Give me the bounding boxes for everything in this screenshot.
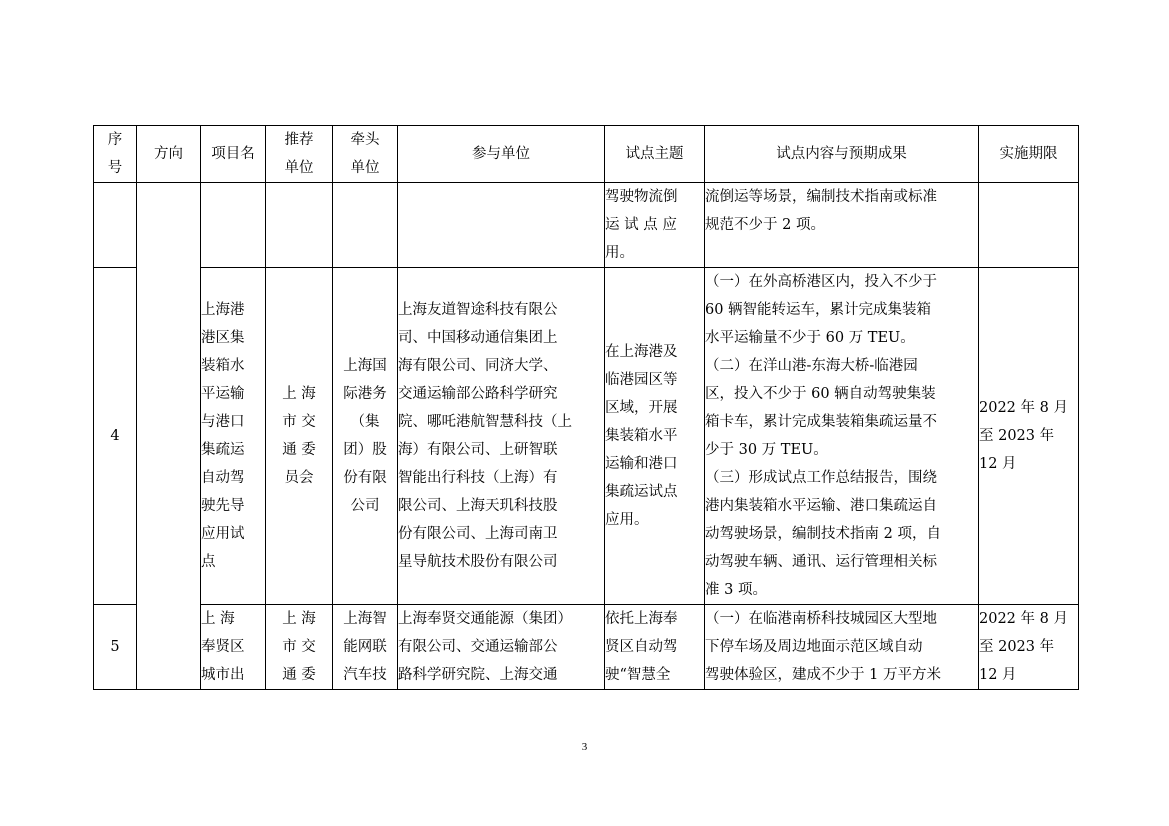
row-cont-period — [979, 183, 1079, 268]
row-cont-content: 流倒运等场景，编制技术指南或标准 规范不少于 2 项。 — [705, 183, 979, 268]
row-cont-no — [94, 183, 137, 268]
row4-lead: 上海国 际港务 （集 团）股 份有限 公司 — [333, 268, 398, 605]
table-row — [94, 268, 1079, 605]
row-cont-participants — [398, 183, 605, 268]
row5-no: 5 — [94, 605, 137, 690]
header-recommender: 推荐 单位 — [266, 126, 333, 183]
header-no: 序 号 — [94, 126, 137, 183]
header-participants: 参与单位 — [398, 126, 605, 183]
row-cont-lead — [333, 183, 398, 268]
row4-period: 2022 年 8 月 至 2023 年 12 月 — [979, 268, 1079, 605]
row4-participants: 上海友道智途科技有限公 司、中国移动通信集团上 海有限公司、同济大学、 交通运输部公路科学研究 院、哪吒港航智慧科技（上 海）有限公司、上研智联 智能出行科技（上海）有 限公司、上海天玑科技股 份有限公司、上海司南卫 星导航技术股份有限公司 — [398, 268, 605, 605]
row5-period: 2022 年 8 月 至 2023 年 12 月 — [979, 605, 1079, 690]
table-row — [94, 183, 1079, 268]
row4-recommender: 上 海 市 交 通 委 员会 — [266, 268, 333, 605]
row4-project: 上海港 港区集 装箱水 平运输 与港口 集疏运 自动驾 驶先导 应用试 点 — [201, 268, 266, 605]
header-project: 项目名 — [201, 126, 266, 183]
page-number: 3 — [581, 741, 588, 753]
row-cont-theme: 驾驶物流倒 运 试 点 应 用。 — [605, 183, 705, 268]
direction-cell — [137, 183, 201, 690]
row5-content: （一）在临港南桥科技城园区大型地 下停车场及周边地面示范区域自动 驾驶体验区，建成不少于 1 万平方米 — [705, 605, 979, 690]
header-content: 试点内容与预期成果 — [705, 126, 979, 183]
header-direction: 方向 — [137, 126, 201, 183]
row5-participants: 上海奉贤交通能源（集团） 有限公司、交通运输部公 路科学研究院、上海交通 — [398, 605, 605, 690]
table-row — [94, 605, 1079, 690]
header-row — [94, 126, 1079, 183]
row5-project: 上 海 奉贤区 城市出 — [201, 605, 266, 690]
row4-content: （一）在外高桥港区内，投入不少于 60 辆智能转运车，累计完成集装箱 水平运输量不少于 60 万 TEU。 （二）在洋山港-东海大桥-临港园 区，投入不少于 60 辆自动驾驶集装 箱卡车，累计完成集装箱集疏运量不 少于 30 万 TEU。 （三）形成试点工作总结报告，围绕 港内集装箱水平运输、港口集疏运自 动驾驶场景，编制技术指南 2 项，自 动驾驶车辆、通讯、运行管理相关标 准 3 项。 — [705, 268, 979, 605]
header-lead: 牵头 单位 — [333, 126, 398, 183]
row-cont-recommender — [266, 183, 333, 268]
row5-theme: 依托上海奉 贤区自动驾 驶“智慧全 — [605, 605, 705, 690]
row5-recommender: 上 海 市 交 通 委 — [266, 605, 333, 690]
row5-lead: 上海智 能网联 汽车技 — [333, 605, 398, 690]
pilot-project-table — [93, 125, 1079, 690]
row4-no: 4 — [94, 268, 137, 605]
row4-theme: 在上海港及 临港园区等 区域，开展 集装箱水平 运输和港口 集疏运试点 应用。 — [605, 268, 705, 605]
header-theme: 试点主题 — [605, 126, 705, 183]
row-cont-project — [201, 183, 266, 268]
header-period: 实施期限 — [979, 126, 1079, 183]
